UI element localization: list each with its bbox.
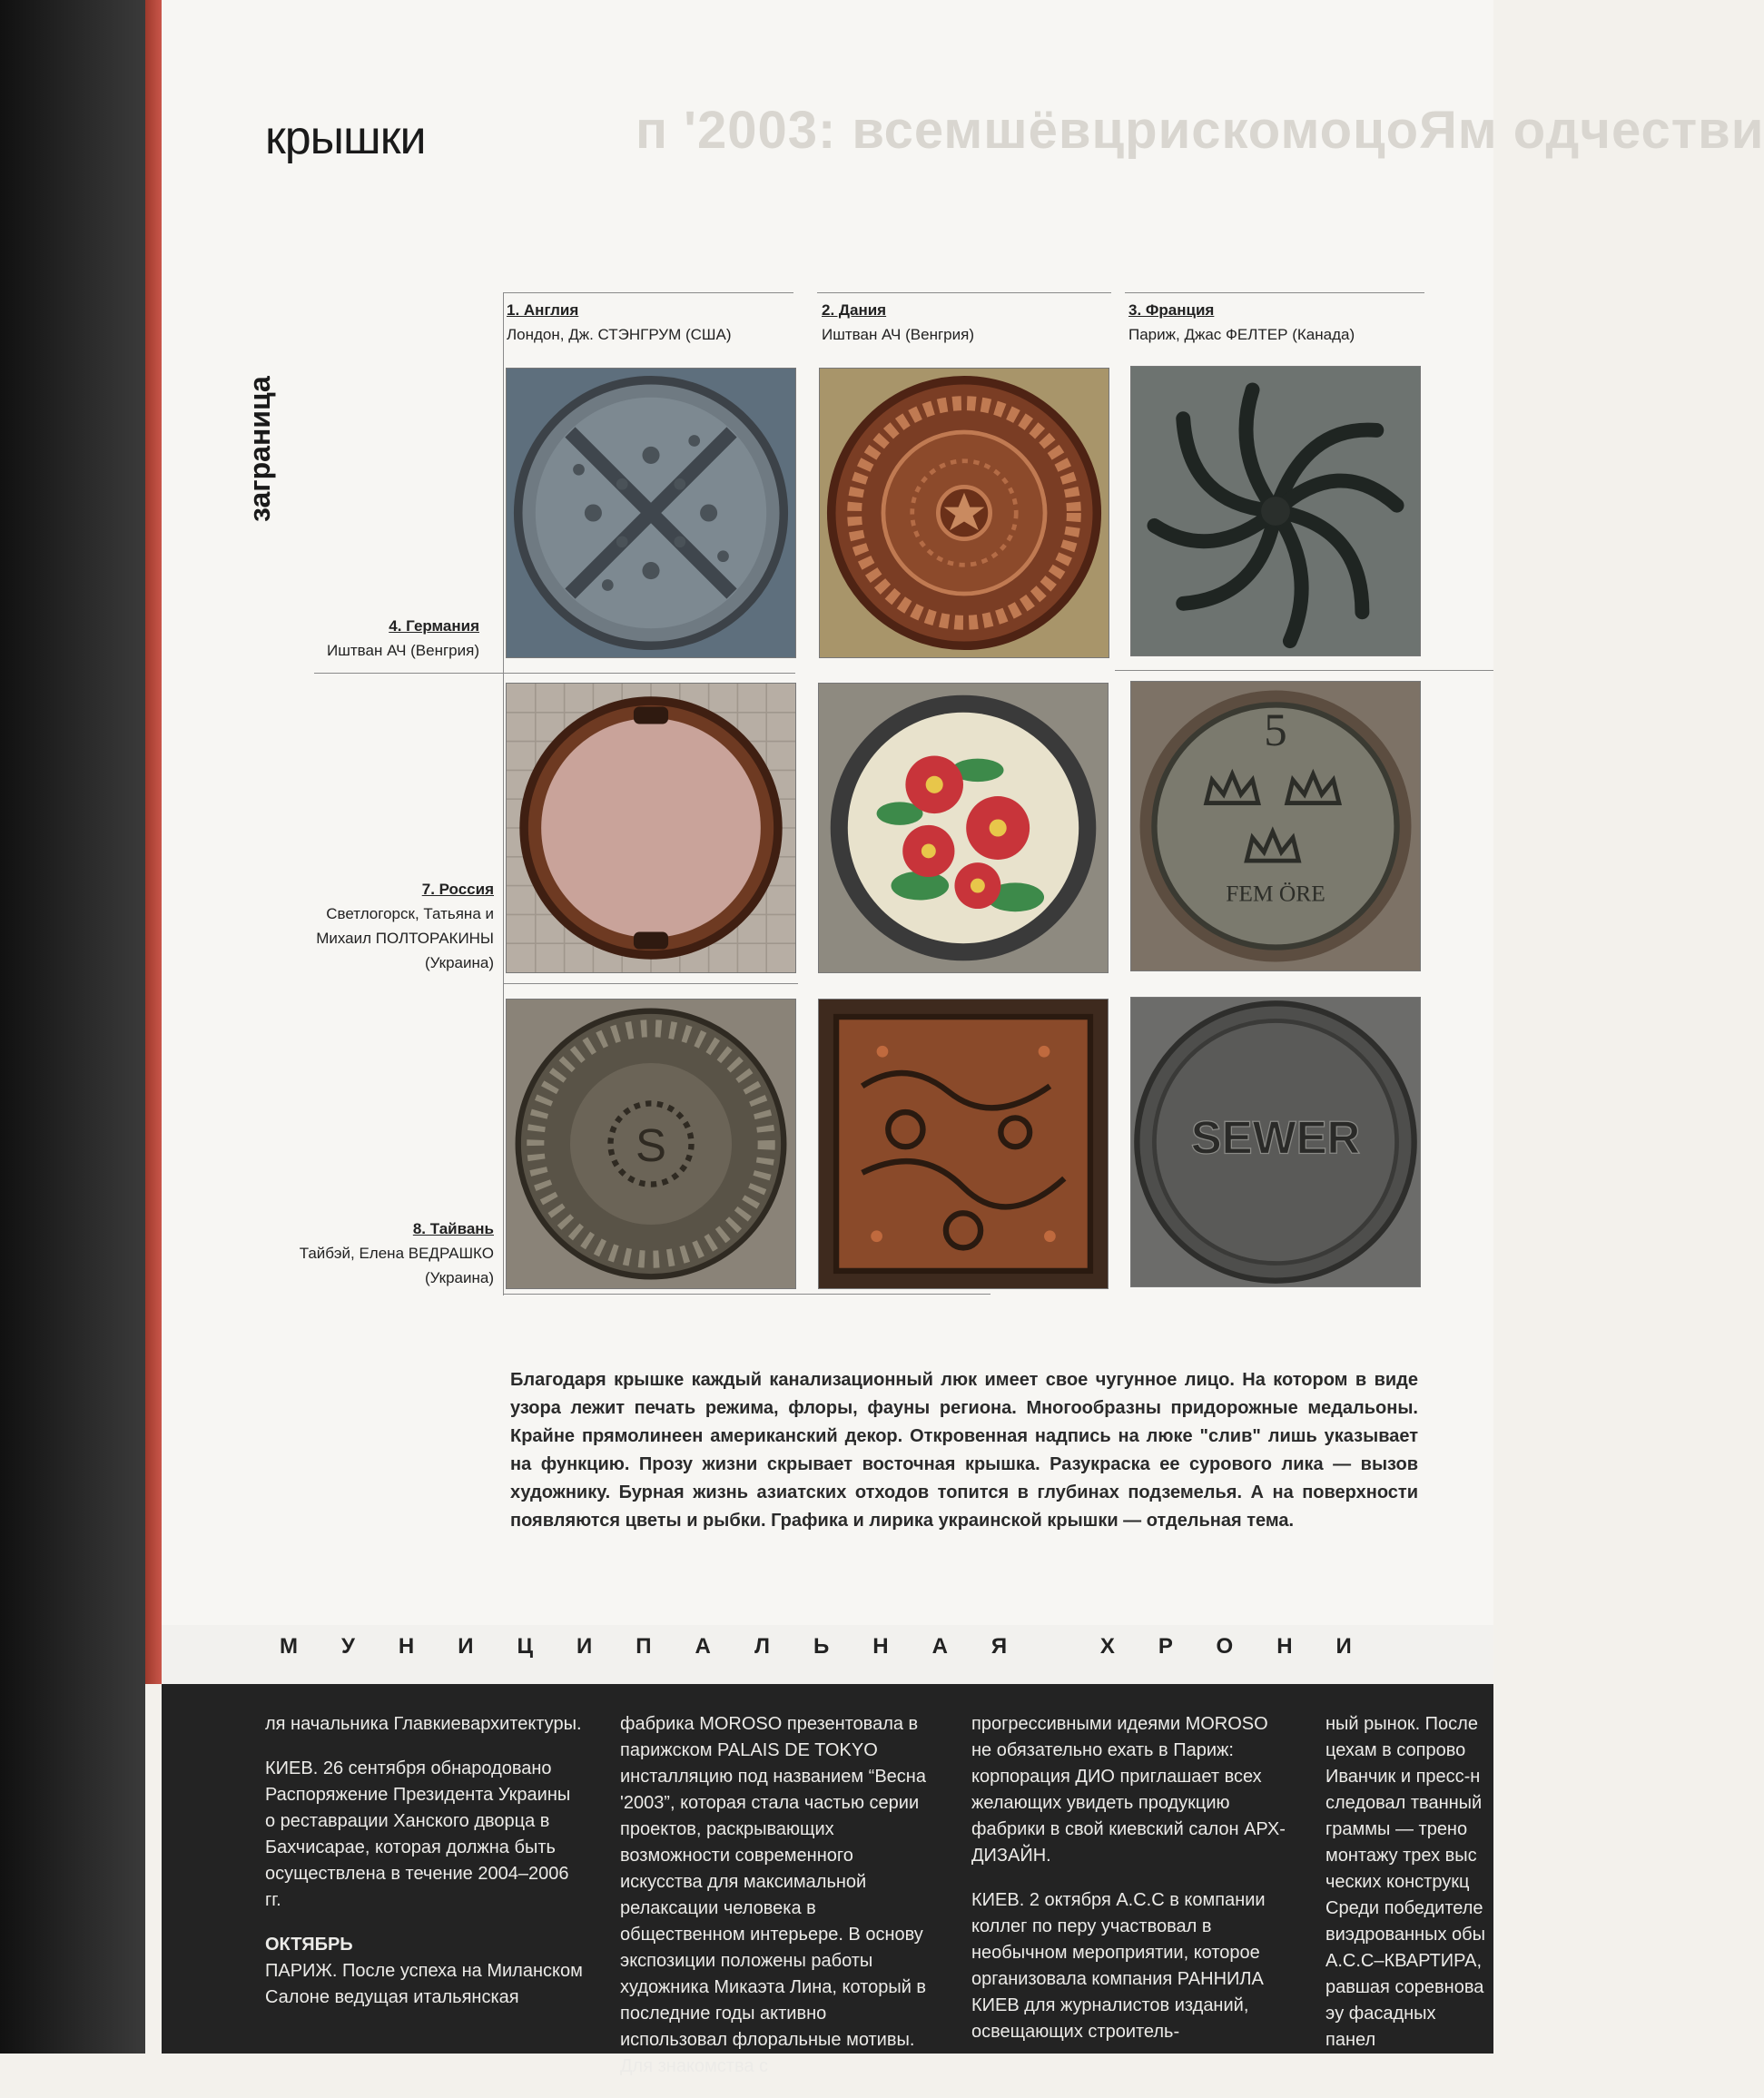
manhole-photo-england <box>506 368 796 658</box>
manhole-photo-taiwan <box>506 999 796 1289</box>
page-edge-strip <box>145 0 162 1684</box>
manhole-photo-denmark <box>819 368 1109 658</box>
rule <box>503 983 798 984</box>
news-column-3: прогрессивными идеями MOROSO не обязательно ехать в Париж: корпорация ДИО приглашает всех желающих увидеть продукцию фабрики в свой киевский салон АРХ-ДИЗАЙН. КИЕВ. 2 октября А.С.С в компании коллег по перу участвовал в необычном мероприятии, которое организовала компания РАННИЛА КИЕВ для журналистов изданий, освещающих строитель- <box>971 1714 1286 2042</box>
body-paragraph: Благодаря крышке каждый канализационный люк имеет свое чугунное лицо. На котором в виде узора лежит печать режима, флоры, фауны региона. Многообразны придорожные медальоны. Крайне прямолинеен американский декор. Откровенная надпись на люке "слив" лишь указывает на функцию. Прозу жизни скрывает восточная крышка. Разукраска ее сурового лика — вызов художнику. Бурная жизнь азиатских отходов топится в глубинах подземелья. А на поверхности появляются цветы и рыбки. Графика и лирика украинской крышки — отдельная тема. <box>510 1370 1418 1531</box>
caption-england: 1. Англия Лондон, Дж. СТЭНГРУМ (США) <box>507 301 732 343</box>
coin-text: FEM ÖRE <box>1226 880 1325 907</box>
binding-shadow <box>0 0 145 2054</box>
caption-denmark: 2. Дания Иштван АЧ (Венгрия) <box>822 301 974 343</box>
news-column-4: ный рынок. После цехам в сопрово Иванчик и пресс-н следовал тванный граммы — трено монтажу трех выс ческих конструкц Среди победителе виэдрованных обы А.С.С–КВАРТИРА, равшая соревнова эу фасадных панел <box>1325 1714 1485 2050</box>
rule <box>503 292 504 1295</box>
manhole-photo-usa <box>1130 997 1421 1287</box>
news-column-1: ля начальника Главкиевархитектуры. КИЕВ. 26 сентября обнародовано Распоряжение Президента Украины о реставрации Ханского дворца в Бахчисарае, которая должна быть осуществлена в течение 2004–2006 гг. ОКТЯБРЬ ПАРИЖ. После успеха на Миланском Салоне ведущая итальянская <box>265 1714 583 2007</box>
cover-letter: S <box>636 1119 666 1172</box>
manhole-photo-russia <box>818 999 1109 1289</box>
rule <box>314 673 795 674</box>
caption-taiwan: 8. Тайвань Тайбэй, Елена ВЕДРАШКО (Украина) <box>299 1220 494 1286</box>
rule <box>503 1294 990 1295</box>
bleed-through-headline: п '2003: всемшёвцрискомоцоЯм одчестви <box>636 101 1764 160</box>
section-header: МУНИЦИПАЛЬНАЯ ХРОНИ <box>280 1634 1395 1659</box>
coin-number-text: 5 <box>1264 704 1287 756</box>
manhole-photo-sweden <box>1130 681 1421 971</box>
manhole-photo-germany <box>506 683 796 973</box>
section-side-label: заграница <box>243 376 276 522</box>
caption-germany: 4. Германия Иштван АЧ (Венгрия) <box>327 617 479 659</box>
caption-france: 3. Франция Париж, Джас ФЕЛТЕР (Канада) <box>1128 301 1355 343</box>
rule <box>817 292 1111 293</box>
page-title: крышки <box>265 112 426 164</box>
manhole-photo-france <box>1130 366 1421 656</box>
rule <box>1125 292 1424 293</box>
caption-russia: 7. Россия Светлогорск, Татьяна и Михаил ПОЛТОРАКИНЫ (Украина) <box>316 881 494 971</box>
sewer-text: SEWER <box>1190 1111 1361 1164</box>
manhole-photo-japan <box>818 683 1109 973</box>
news-column-2: фабрика MOROSO презентовала в парижском PALAIS DE TOKYO инсталляцию под названием “Весна '2003”, которая стала частью серии проектов, раскрывающих возможности современного искусства для максимальной релаксации человека в общественном интерьере. В основу экспозиции положены работы художника Микаэта Лина, который в последние годы активно использовал флоральные мотивы. Для знакомства с <box>620 1714 927 2076</box>
rule <box>503 292 793 293</box>
rule <box>1115 670 1493 671</box>
